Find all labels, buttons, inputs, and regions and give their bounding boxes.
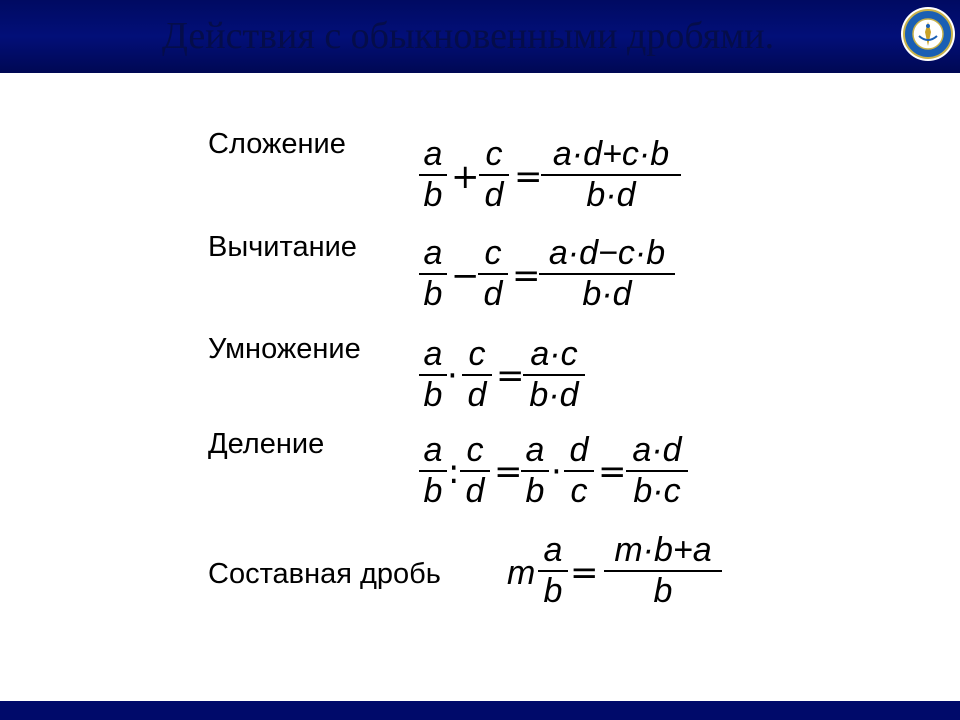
numerator: c [484, 234, 502, 272]
numerator: a·d+c·b [552, 135, 670, 173]
minus-operator: − [451, 256, 480, 296]
numerator: m·b+a [614, 531, 712, 569]
numerator: c [468, 335, 486, 373]
fraction [419, 136, 447, 213]
whole-part: m [507, 554, 536, 592]
denominator: b [543, 572, 563, 610]
denominator: b·d [586, 176, 636, 214]
label-multiplication: Умножение [208, 333, 361, 365]
page-title: Действия с обыкновенными дробями. [162, 15, 775, 57]
numerator: a·d [632, 431, 682, 469]
fraction [521, 432, 549, 509]
fraction [462, 336, 492, 413]
numerator: a [423, 234, 443, 272]
denominator: d [484, 176, 504, 214]
multiply-operator: · [447, 356, 458, 396]
numerator: a [423, 335, 443, 373]
footer-bar [0, 701, 960, 720]
equals-sign: = [514, 157, 543, 197]
equals-sign: = [598, 452, 627, 492]
numerator: a [423, 431, 443, 469]
header-bar [0, 0, 960, 73]
fraction [460, 432, 490, 509]
label-subtraction: Вычитание [208, 231, 357, 263]
equals-sign: = [496, 356, 525, 396]
fraction [419, 235, 447, 312]
numerator: d [569, 431, 589, 469]
numerator: a·d−c·b [548, 234, 666, 272]
equals-sign: = [570, 553, 599, 593]
denominator: b [423, 376, 443, 414]
denominator: b [423, 176, 443, 214]
emblem-icon [900, 6, 956, 62]
denominator: d [465, 472, 485, 510]
denominator: d [483, 275, 503, 313]
divide-operator: : [448, 452, 460, 492]
denominator: c [570, 472, 588, 510]
fraction [419, 432, 447, 509]
numerator: c [485, 135, 503, 173]
fraction [419, 336, 447, 413]
numerator: a [525, 431, 545, 469]
denominator: d [467, 376, 487, 414]
fraction [479, 136, 509, 213]
fraction [539, 235, 675, 312]
denominator: b [525, 472, 545, 510]
denominator: b [423, 472, 443, 510]
denominator: b [653, 572, 673, 610]
numerator: a [423, 135, 443, 173]
fraction [478, 235, 508, 312]
plus-operator: + [451, 157, 480, 197]
denominator: b·c [633, 472, 681, 510]
fraction [541, 136, 681, 213]
equals-sign: = [494, 452, 523, 492]
label-addition: Сложение [208, 128, 346, 160]
label-mixed-fraction: Составная дробь [208, 558, 441, 590]
equals-sign: = [512, 256, 541, 296]
multiply-operator: · [551, 452, 562, 492]
denominator: b [423, 275, 443, 313]
fraction [538, 532, 568, 609]
numerator: c [466, 431, 484, 469]
label-division: Деление [208, 428, 325, 460]
numerator: a [543, 531, 563, 569]
denominator: b·d [529, 376, 579, 414]
fraction [604, 532, 722, 609]
fraction [523, 336, 585, 413]
denominator: b·d [582, 275, 632, 313]
fraction [564, 432, 594, 509]
numerator: a·c [530, 335, 578, 373]
fraction [626, 432, 688, 509]
